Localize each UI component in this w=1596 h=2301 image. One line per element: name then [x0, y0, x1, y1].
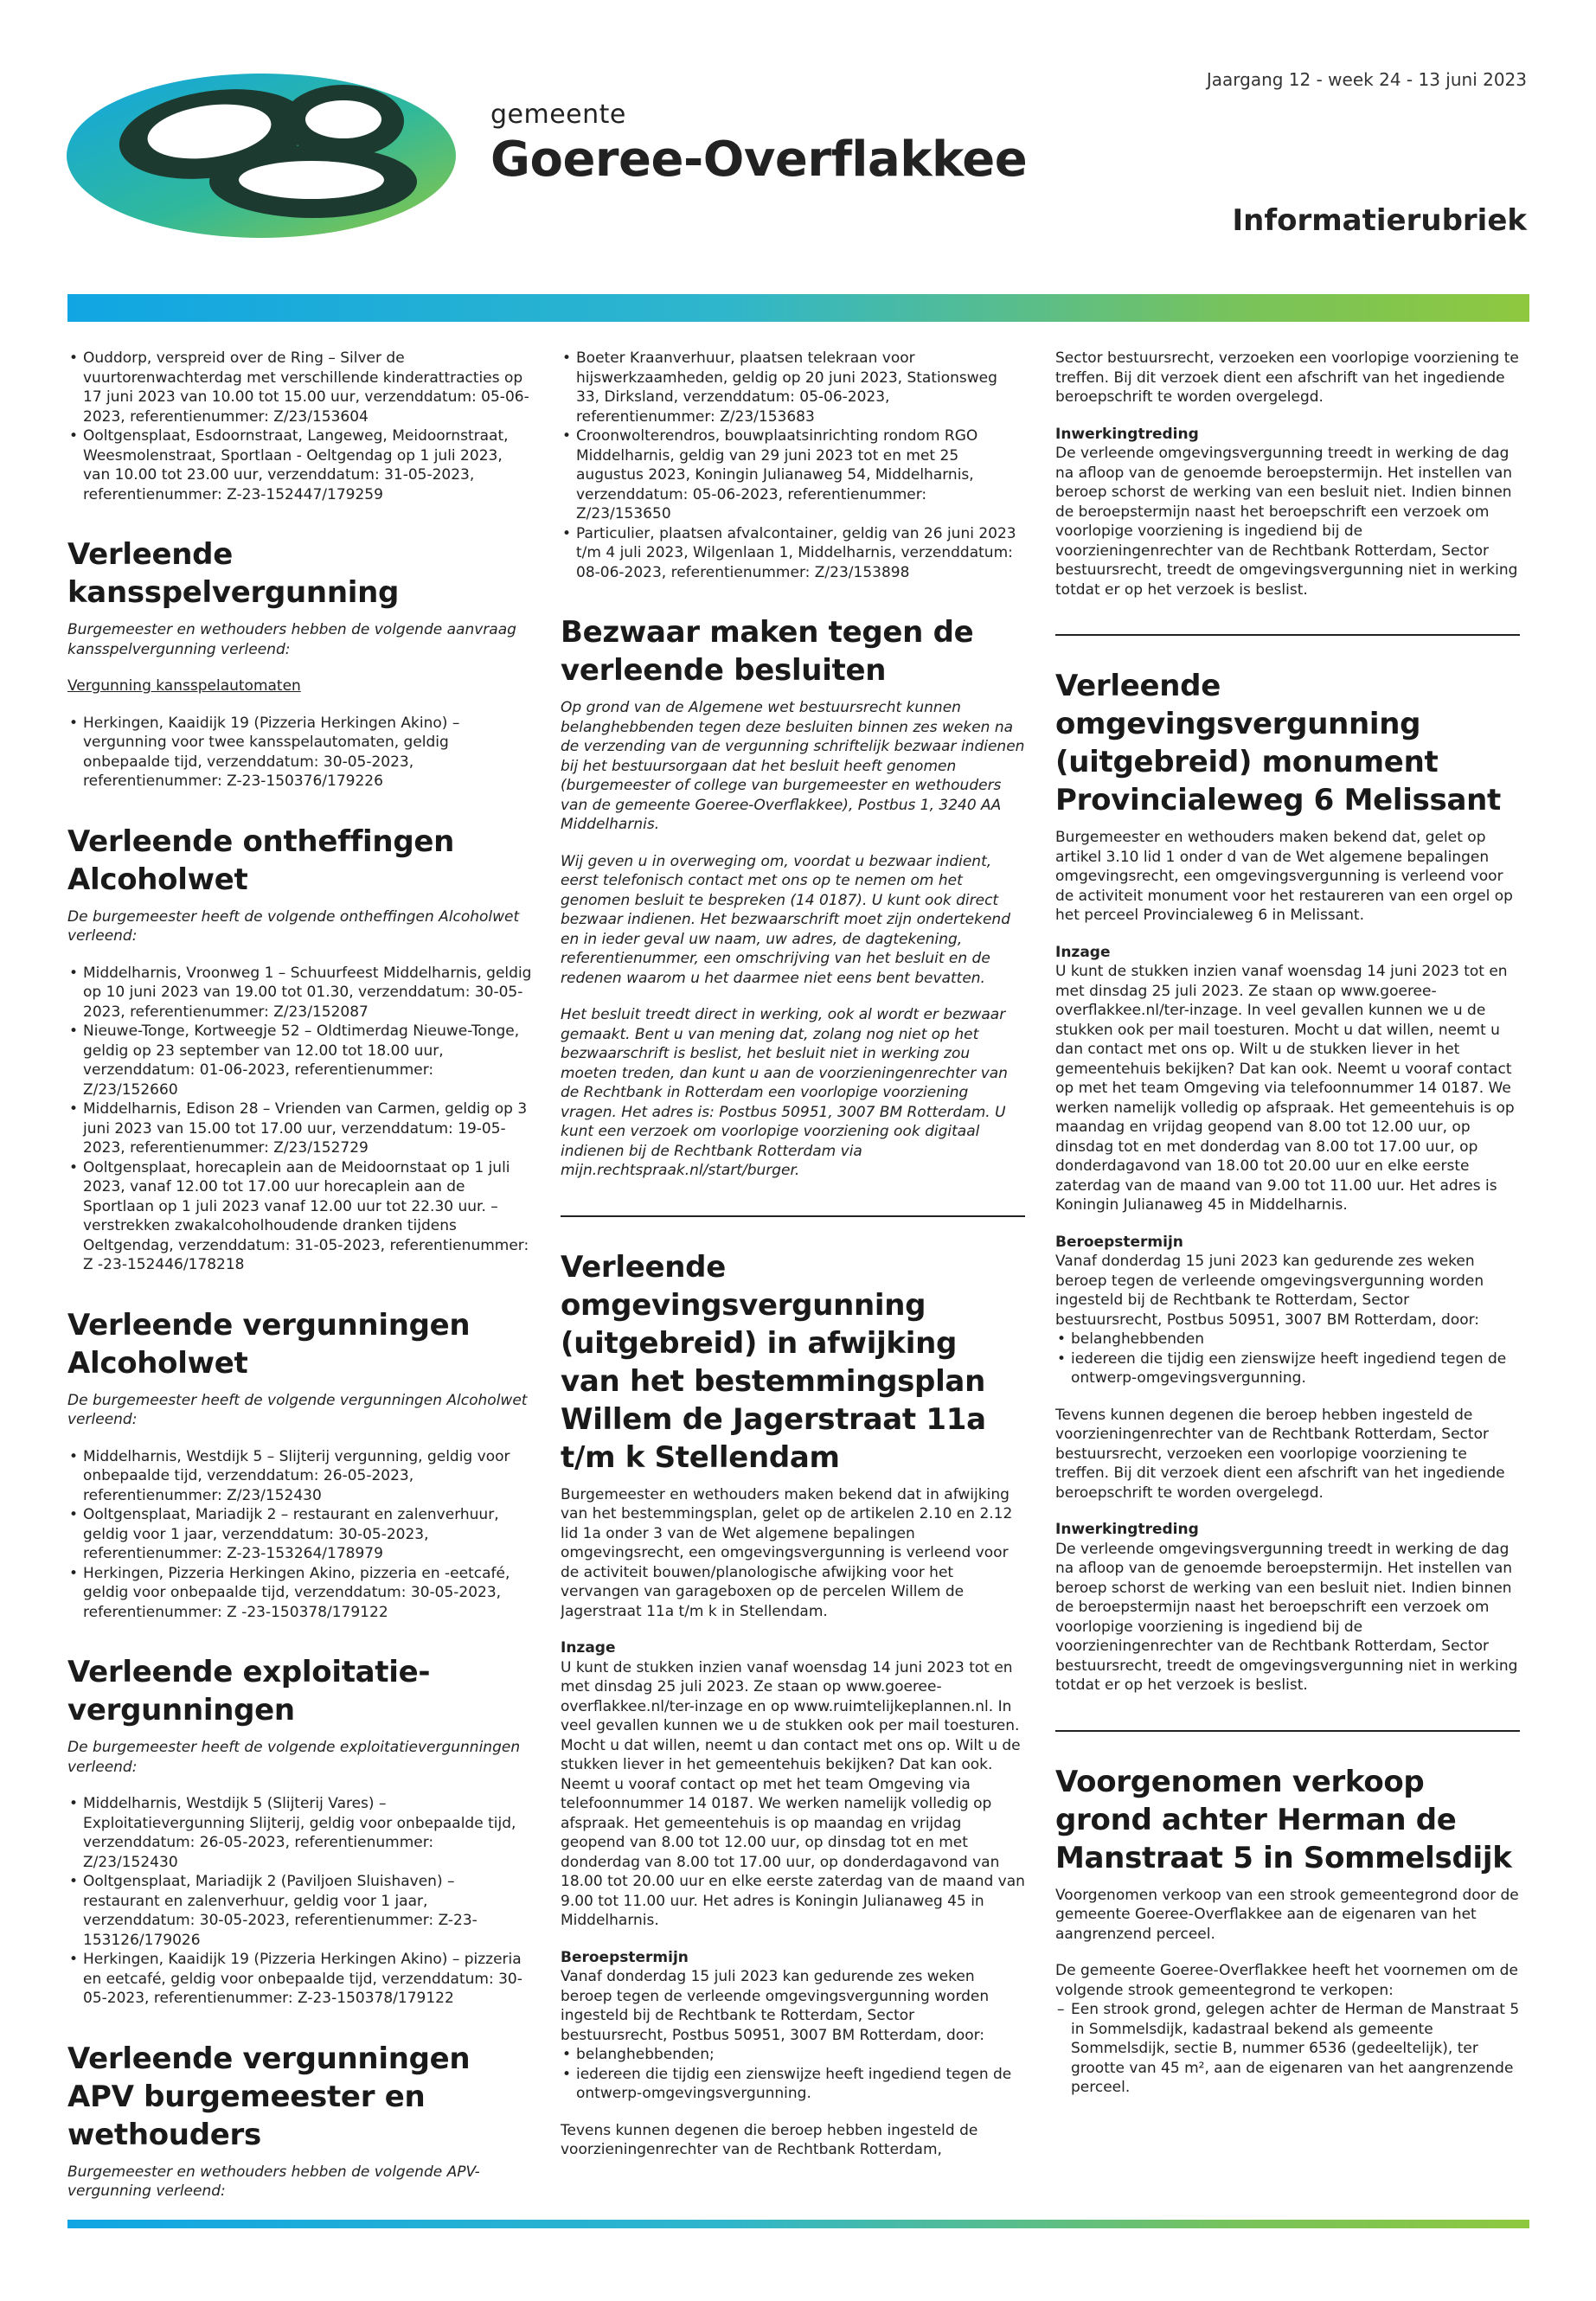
list-item: • Nieuwe-Tonge, Kortweegje 52 – Oldtimerdag Nieuwe-Tonge, geldig op 23 september van 12.00 tot 18.00 uur, verzenddatum: 01-06-2023, referentienummer: Z/23/152660	[67, 1022, 532, 1099]
page-header	[0, 0, 1596, 329]
label-inwerkingtreding: Inwerkingtreding	[1055, 425, 1199, 443]
bezwaar-paragraph: Wij geven u in overweging om, voordat u bezwaar indient, eerst telefonisch contact met ons op te nemen om het genomen besluit te bespreken (14 0187). U kunt ook direct bezwaar indienen. Het bezwaarschrift moet zijn ondertekend en in ieder geval uw naam, uw adres, de dagtekening, referentienummer, een omschrijving van het besluit en de redenen waarom u het daarmee niet eens bent bevatten.	[561, 852, 1010, 987]
body-paragraph: De verleende omgevingsvergunning treedt in werking de dag na afloop van de genoemde beroepstermijn. Het instellen van beroep schorst de werking van een besluit niet. Indien binnen de beroepstermijn naast het beroepschrift een verzoek om voorlopige voorziening is ingediend bij de voorzieningenrechter van de Rechtbank Rotterdam, Sector bestuursrecht, treedt de omgevingsvergunning niet in werking totdat er op het verzoek is beslist.	[1055, 445, 1518, 599]
bullet-list	[67, 349, 532, 504]
footer-gradient-bar	[67, 2220, 1529, 2228]
header-gradient-bar	[67, 294, 1529, 322]
section-heading-exploitatie: Verleende exploitatievergunningen	[67, 1655, 431, 1727]
section-intro: Burgemeester en wethouders hebben de volgende aanvraag kansspelvergunning verleend:	[67, 621, 516, 658]
body-paragraph: Voorgenomen verkoop van een strook gemeentegrond door de gemeente Goeree-Overflakkee aan de eigenaren van het aangrenzend perceel.	[1055, 1886, 1519, 1943]
list-item: • Ooltgensplaat, Mariadijk 2 – restaurant en zalenverhuur, geldig voor 1 jaar, verzenddatum: 30-05-2023, referentienummer: Z-23-153264/178979	[67, 1505, 532, 1564]
bezwaar-paragraph: Op grond van de Algemene wet bestuursrecht kunnen belanghebbenden tegen deze besluiten binnen zes weken na de verzending van de vergunning schriftelijk bezwaar indienen bij het bestuursorgaan dat het besluit heeft genomen (burgemeester of college van burgemeester en wethouders van de gemeente Goeree-Overflakkee), Postbus 1, 3240 AA Middelharnis.	[561, 699, 1025, 833]
bullet-list	[1055, 1330, 1520, 1388]
section-title: Informatierubriek	[1232, 203, 1527, 238]
list-item: • Ooltgensplaat, Mariadijk 2 (Paviljoen Sluishaven) – restaurant en zalenverhuur, geldig voor 1 jaar, verzenddatum: 30-05-2023, referentienummer: Z-23-153126/179026	[67, 1872, 532, 1950]
bullet-list	[561, 2045, 1025, 2104]
issue-dateline: Jaargang 12 - week 24 - 13 juni 2023	[1206, 69, 1527, 90]
section-intro: De burgemeester heeft de volgende exploitatievergunningen verleend:	[67, 1739, 521, 1776]
list-item: – Een strook grond, gelegen achter de Herman de Manstraat 5 in Sommelsdijk, kadastraal bekend als gemeente Sommelsdijk, sectie B, nummer 6536 (gedeeltelijk), ter grootte van 45 m², aan de eigenaren van het aangrenzende perceel.	[1055, 2000, 1520, 2098]
list-item: • Boeter Kraanverhuur, plaatsen telekraan voor hijswerkzaamheden, geldig op 20 juni 2023, Stationsweg 33, Dirksland, verzenddatum: 05-06-2023, referentienummer: Z/23/153683	[561, 349, 1025, 426]
bullet-list	[67, 714, 532, 792]
body-paragraph: U kunt de stukken inzien vanaf woensdag 14 juni 2023 tot en met dinsdag 25 juli 2023. Ze staan op www.goeree-overflakkee.nl/ter-inzage. In veel gevallen kunnen we u de stukken ook per mail toesturen. Mocht u dat willen, neemt u dan contact met ons op. Wilt u de stukken liever in het gemeentehuis bekijken? Dat kan ook. Neemt u vooraf contact op met het team Omgeving via telefoonnummer 14 0187. We werken namelijk volledig op afspraak. Het gemeentehuis is op maandag en vrijdag geopend van 8.00 tot 12.00 uur, op dinsdag tot en met donderdag van 8.00 tot 17.00 uur, op donderdagavond van 18.00 tot 20.00 uur en elke eerste zaterdag van de maand van 9.00 tot 11.00 uur. Het adres is Koningin Julianaweg 45 in Middelharnis.	[1055, 963, 1515, 1214]
section-heading-monument: Verleende omgevingsvergunning (uitgebreid) monument Provincialeweg 6 Melissant	[1055, 669, 1501, 817]
bullet-list	[561, 349, 1025, 582]
section-heading-ontheffingen: Verleende ontheffingen Alcoholwet	[67, 824, 455, 897]
label-inzage: Inzage	[1055, 943, 1111, 961]
gemeente-logo	[62, 69, 460, 242]
bezwaar-paragraph: Het besluit treedt direct in werking, ook al wordt er bezwaar gemaakt. Bent u van mening dat, zolang nog niet op het bezwaarschrift is beslist, het besluit niet in werking zou moeten treden, dan kunt u aan de voorzieningenrechter van de Rechtbank in Rotterdam een voorlopige voorziening vragen. Het adres is: Postbus 50951, 3007 BM Rotterdam. U kunt een verzoek om voorlopige voorziening ook digitaal indienen bij de Rechtbank Rotterdam via mijn.rechtspraak.nl/start/burger.	[561, 1006, 1008, 1179]
section-heading-vergunningen: Verleende vergunningen Alcoholwet	[67, 1307, 471, 1381]
body-paragraph: De verleende omgevingsvergunning treedt in werking de dag na afloop van de genoemde beroepstermijn. Het instellen van beroep schorst de werking van een besluit niet. Indien binnen de beroepstermijn naast het beroepschrift een verzoek om voorlopige voorziening is ingediend bij de voorzieningenrechter van de Rechtbank Rotterdam, Sector bestuursrecht, treedt de omgevingsvergunning niet in werking totdat er op het verzoek is beslist.	[1055, 1540, 1518, 1694]
list-item: • belanghebbenden;	[561, 2045, 1025, 2065]
section-heading-apv: Verleende vergunningen APV burgemeester en wethouders	[67, 2041, 471, 2152]
brand-big: Goeree-Overflakkee	[490, 131, 1028, 188]
section-heading-bezwaar: Bezwaar maken tegen de verleende besluiten	[561, 615, 974, 688]
list-item: • Ooltgensplaat, Esdoornstraat, Langeweg, Meidoornstraat, Weesmolenstraat, Sportlaan - Oeltgendag op 1 juli 2023, van 10.00 tot 23.00 uur, verzenddatum: 31-05-2023, referentienummer: Z-23-152447/179259	[67, 426, 532, 504]
bullet-list	[67, 964, 532, 1275]
dash-list	[1055, 2000, 1520, 2098]
section-divider	[1055, 634, 1520, 636]
list-item: • Ooltgensplaat, horecaplein aan de Meidoornstaat op 1 juli 2023, vanaf 12.00 tot 17.00 uur horecaplein aan de Sportlaan op 1 juli 2023 vanaf 12.00 uur tot 22.30 uur. – verstrekken zwakalcoholhoudende dranken tijdens Oeltgendag, verzenddatum: 31-05-2023, referentienummer: Z -23-152446/178218	[67, 1158, 532, 1275]
bullet-list	[67, 1447, 532, 1623]
list-item: • Herkingen, Kaaidijk 19 (Pizzeria Herkingen Akino) – pizzeria en eetcafé, geldig voor onbepaalde tijd, verzenddatum: 30-05-2023, referentienummer: Z-23-150378/179122	[67, 1950, 532, 2009]
list-item: • Herkingen, Pizzeria Herkingen Akino, pizzeria en -eetcafé, geldig voor onbepaalde tijd, verzenddatum: 30-05-2023, referentienummer: Z -23-150378/179122	[67, 1564, 532, 1623]
column-3	[1055, 349, 1520, 2208]
list-item: • Middelharnis, Vroonweg 1 – Schuurfeest Middelharnis, geldig op 10 juni 2023 van 19.00 tot 01.30, verzenddatum: 30-05-2023, referentienummer: Z/23/152087	[67, 964, 532, 1022]
body-paragraph: Tevens kunnen degenen die beroep hebben ingesteld de voorzieningenrechter van de Rechtbank Rotterdam,	[561, 2121, 978, 2158]
column-1	[67, 349, 532, 2208]
list-item: • Herkingen, Kaaidijk 19 (Pizzeria Herkingen Akino) – vergunning voor twee kansspelautomaten, geldig onbepaalde tijd, verzenddatum: 30-05-2023, referentienummer: Z-23-150376/179226	[67, 714, 532, 792]
section-heading-kansspel: Verleende kansspelvergunning	[67, 537, 400, 610]
section-intro: De burgemeester heeft de volgende vergunningen Alcoholwet verleend:	[67, 1391, 528, 1428]
body-paragraph: Vanaf donderdag 15 juli 2023 kan gedurende zes weken beroep tegen de verleende omgevingsvergunning worden ingesteld bij de Rechtbank te Rotterdam, Sector bestuursrecht, Postbus 50951, 3007 BM Rotterdam, door:	[561, 1968, 990, 2044]
list-item: • iedereen die tijdig een zienswijze heeft ingediend tegen de ontwerp-omgevingsvergunning.	[561, 2065, 1025, 2104]
list-item: • belanghebbenden	[1055, 1330, 1520, 1349]
body-paragraph: Vanaf donderdag 15 juni 2023 kan gedurende zes weken beroep tegen de verleende omgevingsvergunning worden ingesteld bij de Rechtbank te Rotterdam, Sector bestuursrecht, Postbus 50951, 3007 BM Rotterdam, door:	[1055, 1253, 1484, 1329]
section-intro: De burgemeester heeft de volgende ontheffingen Alcoholwet verleend:	[67, 907, 520, 945]
column-2	[561, 349, 1025, 2208]
section-divider	[1055, 1730, 1520, 1732]
label-inwerkingtreding: Inwerkingtreding	[1055, 1521, 1199, 1538]
label-beroepstermijn: Beroepstermijn	[1055, 1233, 1183, 1251]
body-paragraph: Burgemeester en wethouders maken bekend dat, gelet op artikel 3.10 lid 1 onder d van de Wet algemene bepalingen omgevingsrecht, een omgevingsvergunning is verleend voor de activiteit monument voor het restaureren van een orgel op het perceel Provincialeweg 6 in Melissant.	[1055, 829, 1513, 924]
section-divider	[561, 1215, 1025, 1217]
body-paragraph: De gemeente Goeree-Overflakkee heeft het voornemen om de volgende strook gemeentegrond te verkopen:	[1055, 1962, 1518, 1999]
list-item: • Croonwolterendros, bouwplaatsinrichting rondom RGO Middelharnis, geldig van 29 juni 2023 tot en met 25 augustus 2023, Koningin Julianaweg 54, Middelharnis, verzenddatum: 05-06-2023, referentienummer: Z/23/153650	[561, 426, 1025, 524]
section-subhead: Vergunning kansspelautomaten	[67, 677, 301, 695]
list-item: • Middelharnis, Edison 28 – Vrienden van Carmen, geldig op 3 juni 2023 van 15.00 tot 17.00 uur, verzenddatum: 19-05-2023, referentienummer: Z/23/152729	[67, 1099, 532, 1158]
brand-name	[490, 99, 1027, 188]
section-intro: Burgemeester en wethouders hebben de volgende APV-vergunning verleend:	[67, 2163, 480, 2200]
body-paragraph: Tevens kunnen degenen die beroep hebben ingesteld de voorzieningenrechter van de Rechtbank Rotterdam, Sector bestuursrecht, verzoeken een voorlopige voorziening te treffen. Bij dit verzoek dient een afschrift van het ingediende beroepschrift te worden overgelegd.	[1055, 1406, 1505, 1502]
section-heading-willem: Verleende omgevingsvergunning (uitgebreid) in afwijking van het bestemmingsplan Willem de Jagerstraat 11a t/m k Stellendam	[561, 1249, 986, 1475]
list-item: • Ouddorp, verspreid over de Ring – Silver de vuurtorenwachterdag met verschillende kinderattracties op 17 juni 2023 van 10.00 tot 15.00 uur, verzenddatum: 05-06-2023, referentienummer: Z/23/153604	[67, 349, 532, 426]
list-item: • Middelharnis, Westdijk 5 (Slijterij Vares) – Exploitatievergunning Slijterij, geldig voor onbepaalde tijd, verzenddatum: 26-05-2023, referentienummer: Z/23/152430	[67, 1794, 532, 1872]
body-paragraph: Sector bestuursrecht, verzoeken een voorlopige voorziening te treffen. Bij dit verzoek dient een afschrift van het ingediende beroepschrift te worden overgelegd.	[1055, 349, 1519, 406]
label-inzage: Inzage	[561, 1639, 616, 1657]
section-heading-verkoop: Voorgenomen verkoop grond achter Herman de Manstraat 5 in Sommelsdijk	[1055, 1764, 1512, 1875]
body-paragraph: U kunt de stukken inzien vanaf woensdag 14 juni 2023 tot en met dinsdag 25 juli 2023. Ze staan op www.goeree-overflakkee.nl/ter-inzage en op www.ruimtelijkeplannen.nl. In veel gevallen kunnen we u de stukken ook per mail toesturen. Mocht u dat willen, neemt u dan contact met ons op. Wilt u de stukken liever in het gemeentehuis bekijken? Dat kan ook. Neemt u vooraf contact op met het team Omgeving via telefoonnummer 14 0187. We werken namelijk volledig op afspraak. Het gemeentehuis is op maandag en vrijdag geopend van 8.00 tot 12.00 uur, op dinsdag tot en met donderdag van 8.00 tot 17.00 uur, op donderdagavond van 18.00 tot 20.00 uur en elke eerste zaterdag van de maand van 9.00 tot 11.00 uur. Het adres is Koningin Julianaweg 45 in Middelharnis.	[561, 1658, 1025, 1929]
list-item: • Particulier, plaatsen afvalcontainer, geldig van 26 juni 2023 t/m 4 juli 2023, Wilgenlaan 1, Middelharnis, verzenddatum: 08-06-2023, referentienummer: Z/23/153898	[561, 524, 1025, 583]
bullet-list	[67, 1794, 532, 2009]
body-paragraph: Burgemeester en wethouders maken bekend dat in afwijking van het bestemmingsplan, gelet op de artikelen 2.10 en 2.12 lid 1a onder 3 van de Wet algemene bepalingen omgevingsrecht, een omgevingsvergunning is verleend voor de activiteit bouwen/planologische afwijking voor het vervangen van garageboxen op de percelen Willem de Jagerstraat 11a t/m k in Stellendam.	[561, 1485, 1013, 1620]
brand-small: gemeente	[490, 99, 626, 130]
list-item: • iedereen die tijdig een zienswijze heeft ingediend tegen de ontwerp-omgevingsvergunning.	[1055, 1349, 1520, 1388]
list-item: • Middelharnis, Westdijk 5 – Slijterij vergunning, geldig voor onbepaalde tijd, verzenddatum: 26-05-2023, referentienummer: Z/23/152430	[67, 1447, 532, 1506]
label-beroepstermijn: Beroepstermijn	[561, 1948, 689, 1966]
